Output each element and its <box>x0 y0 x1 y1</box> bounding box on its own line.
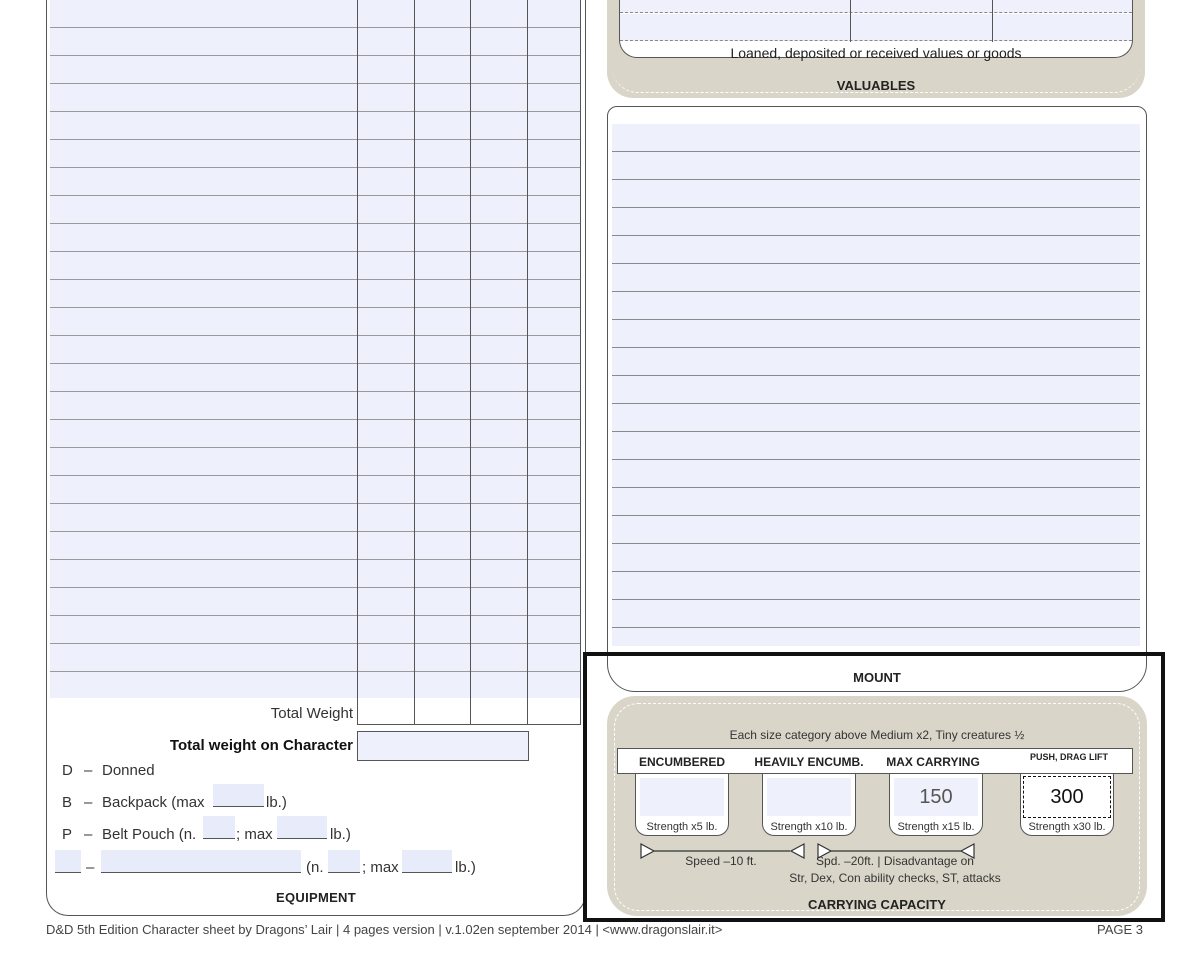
max-carrying-header: MAX CARRYING <box>886 755 980 769</box>
valuables-divider <box>992 0 993 42</box>
backpack-letter: B <box>62 794 73 811</box>
belt-pouch-max-field[interactable] <box>277 816 327 839</box>
valuables-row[interactable] <box>620 14 1132 41</box>
heavily-encumbered-header: HEAVILY ENCUMB. <box>754 755 864 769</box>
page-number: PAGE 3 <box>1096 922 1143 937</box>
equipment-list-lines[interactable] <box>50 0 580 698</box>
footer-credit: D&D 5th Edition Character sheet by Dragons’ Lair | 4 pages version | v.1.02en september 2014 | <www.dragonslair.it> <box>46 922 723 937</box>
custom-n-field[interactable] <box>328 850 360 873</box>
donned-letter: D <box>62 762 73 779</box>
total-weight-character-field[interactable] <box>357 731 529 761</box>
donned-dash: – <box>84 762 93 779</box>
custom-dash: – <box>86 859 95 876</box>
heavily-encumbered-formula: Strength x10 lb. <box>770 821 848 833</box>
backpack-label: Backpack (max <box>102 794 205 811</box>
equipment-title: EQUIPMENT <box>276 890 356 905</box>
weight-column-divider <box>357 0 358 725</box>
custom-n-label: (n. <box>306 859 324 876</box>
belt-pouch-dash: – <box>84 826 93 843</box>
push-drag-lift-formula: Strength x30 lb. <box>1028 821 1106 833</box>
encumbered-effect: Speed –10 ft. <box>685 854 757 868</box>
custom-mid: ; max <box>362 859 399 876</box>
belt-pouch-suffix: lb.) <box>330 826 351 843</box>
total-weight-field-1[interactable] <box>358 702 413 723</box>
belt-pouch-mid: ; max <box>236 826 273 843</box>
mount-title: MOUNT <box>853 670 901 685</box>
backpack-suffix: lb.) <box>266 794 287 811</box>
backpack-max-field[interactable] <box>213 784 264 807</box>
donned-label: Donned <box>102 762 155 779</box>
total-weight-row-line <box>357 724 580 725</box>
column-divider-3 <box>470 0 471 725</box>
custom-letter-field[interactable] <box>55 850 81 873</box>
push-drag-lift-value[interactable]: 300 <box>1023 776 1111 818</box>
heavy-effect-line1: Spd. –20ft. | Disadvantage on <box>816 854 974 868</box>
push-drag-lift-header: PUSH, DRAG LIFT <box>1030 752 1108 762</box>
valuables-title: VALUABLES <box>836 78 916 93</box>
highlight-outline <box>583 652 1165 922</box>
mount-notes-lines[interactable] <box>612 124 1140 646</box>
max-carrying-value[interactable]: 150 <box>894 778 978 816</box>
valuables-row[interactable] <box>620 0 1132 13</box>
backpack-dash: – <box>84 794 93 811</box>
heavy-effect-line2: Str, Dex, Con ability checks, ST, attacks <box>789 871 1001 885</box>
belt-pouch-label: Belt Pouch (n. <box>102 826 197 843</box>
encumbered-formula: Strength x5 lb. <box>646 821 718 833</box>
valuables-divider <box>850 0 851 42</box>
carrying-capacity-title: CARRYING CAPACITY <box>808 897 946 912</box>
custom-max-field[interactable] <box>402 850 452 873</box>
column-divider-4 <box>527 0 528 725</box>
loaned-goods-label: Loaned, deposited or received values or goods <box>730 45 1022 61</box>
custom-container-name-field[interactable] <box>101 850 301 873</box>
max-carrying-formula: Strength x15 lb. <box>897 821 975 833</box>
size-category-note: Each size category above Medium x2, Tiny creatures ½ <box>729 728 1025 742</box>
column-divider-2 <box>414 0 415 725</box>
belt-pouch-letter: P <box>62 826 73 843</box>
custom-suffix: lb.) <box>455 859 476 876</box>
total-weight-character-label: Total weight on Character <box>169 737 353 754</box>
column-divider-5 <box>580 0 581 725</box>
total-weight-label: Total Weight <box>270 705 353 722</box>
belt-pouch-n-field[interactable] <box>203 816 235 839</box>
encumbered-header: ENCUMBERED <box>638 755 725 769</box>
